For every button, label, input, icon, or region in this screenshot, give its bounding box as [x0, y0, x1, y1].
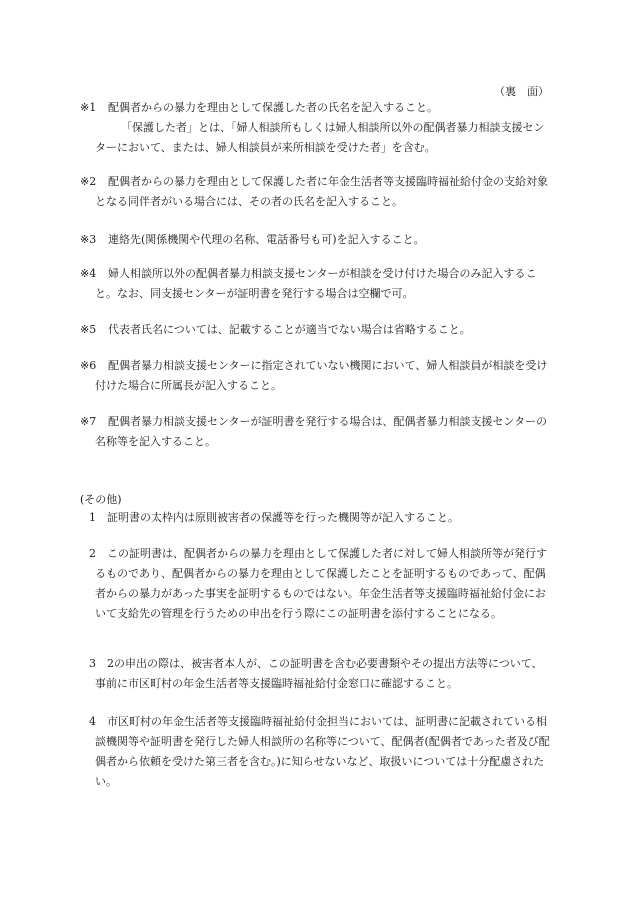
other-item-1	[80, 508, 550, 528]
other-heading: (その他)	[80, 493, 122, 506]
note-text: 配偶者からの暴力を理由として保護した者に年金生活者等支援臨時福祉給付金の支給対象となる同伴者がいる場合には、その者の氏名を記入すること。	[95, 175, 548, 208]
note-text: 配偶者暴力相談支援センターが証明書を発行する場合は、配偶者暴力相談支援センターの名称等を記入すること。	[95, 415, 548, 448]
note-text: 連絡先(関係機関や代理の名称、電話番号も可)を記入すること。	[108, 233, 425, 246]
other-item-4	[80, 712, 550, 792]
other-item-3	[80, 654, 550, 694]
note-subtext: 「保護した者」とは、「婦人相談所もしくは婦人相談所以外の配偶者暴力相談支援センターにおいて、または、婦人相談員が来所相談を受けた者」を含む。	[95, 121, 545, 154]
note-7	[80, 412, 550, 452]
page-side-label: （裏 面）	[494, 85, 549, 98]
note-3	[80, 230, 550, 250]
note-mark: ※5	[80, 323, 97, 336]
item-number: 3	[89, 657, 96, 670]
note-text: 配偶者暴力相談支援センターに指定されていない機関において、婦人相談員が相談を受け付けた場合に所属長が記入すること。	[95, 359, 548, 392]
note-6	[80, 356, 550, 396]
note-4	[80, 264, 550, 304]
item-number: 4	[89, 715, 96, 728]
item-text: 市区町村の年金生活者等支援臨時福祉給付金担当においては、証明書に記載されている相談機関等や証明書を発行した婦人相談所の名称等について、配偶者(配偶者であった者及び配偶者から依頼を受けた第三者を含む。)に知らせないなど、取扱いについては十分配慮されたい。	[95, 715, 550, 788]
item-text: 証明書の太枠内は原則被害者の保護等を行った機関等が記入すること。	[107, 511, 459, 524]
note-mark: ※3	[80, 233, 97, 246]
note-text: 配偶者からの暴力を理由として保護した者の氏名を記入すること。	[108, 101, 438, 114]
item-number: 2	[89, 547, 96, 560]
note-mark: ※6	[80, 359, 97, 372]
note-1	[80, 98, 550, 158]
note-mark: ※7	[80, 415, 97, 428]
item-number: 1	[89, 511, 96, 524]
note-2	[80, 172, 550, 212]
note-mark: ※2	[80, 175, 97, 188]
note-text: 婦人相談所以外の配偶者暴力相談支援センターが相談を受け付けた場合のみ記入すること。なお、同支援センターが証明書を発行する場合は空欄で可。	[95, 267, 537, 300]
note-text: 代表者氏名については、記載することが適当でない場合は省略すること。	[108, 323, 471, 336]
note-5	[80, 320, 550, 340]
item-text: この証明書は、配偶者からの暴力を理由として保護した者に対して婦人相談所等が発行するものであり、配偶者からの暴力を理由として保護したことを証明するものであって、配偶者からの暴力があった事実を証明するものではない。年金生活者等支援臨時福祉給付金において支給先の管理を行うための申出を行う際にこの証明書を添付することになる。	[95, 547, 547, 620]
other-item-2	[80, 544, 550, 624]
item-text: 2の申出の際は、被害者本人が、この証明書を含む必要書類やその提出方法等について、事前に市区町村の年金生活者等支援臨時福祉給付金窓口に確認すること。	[95, 657, 543, 690]
note-mark: ※1	[80, 101, 97, 114]
note-mark: ※4	[80, 267, 97, 280]
